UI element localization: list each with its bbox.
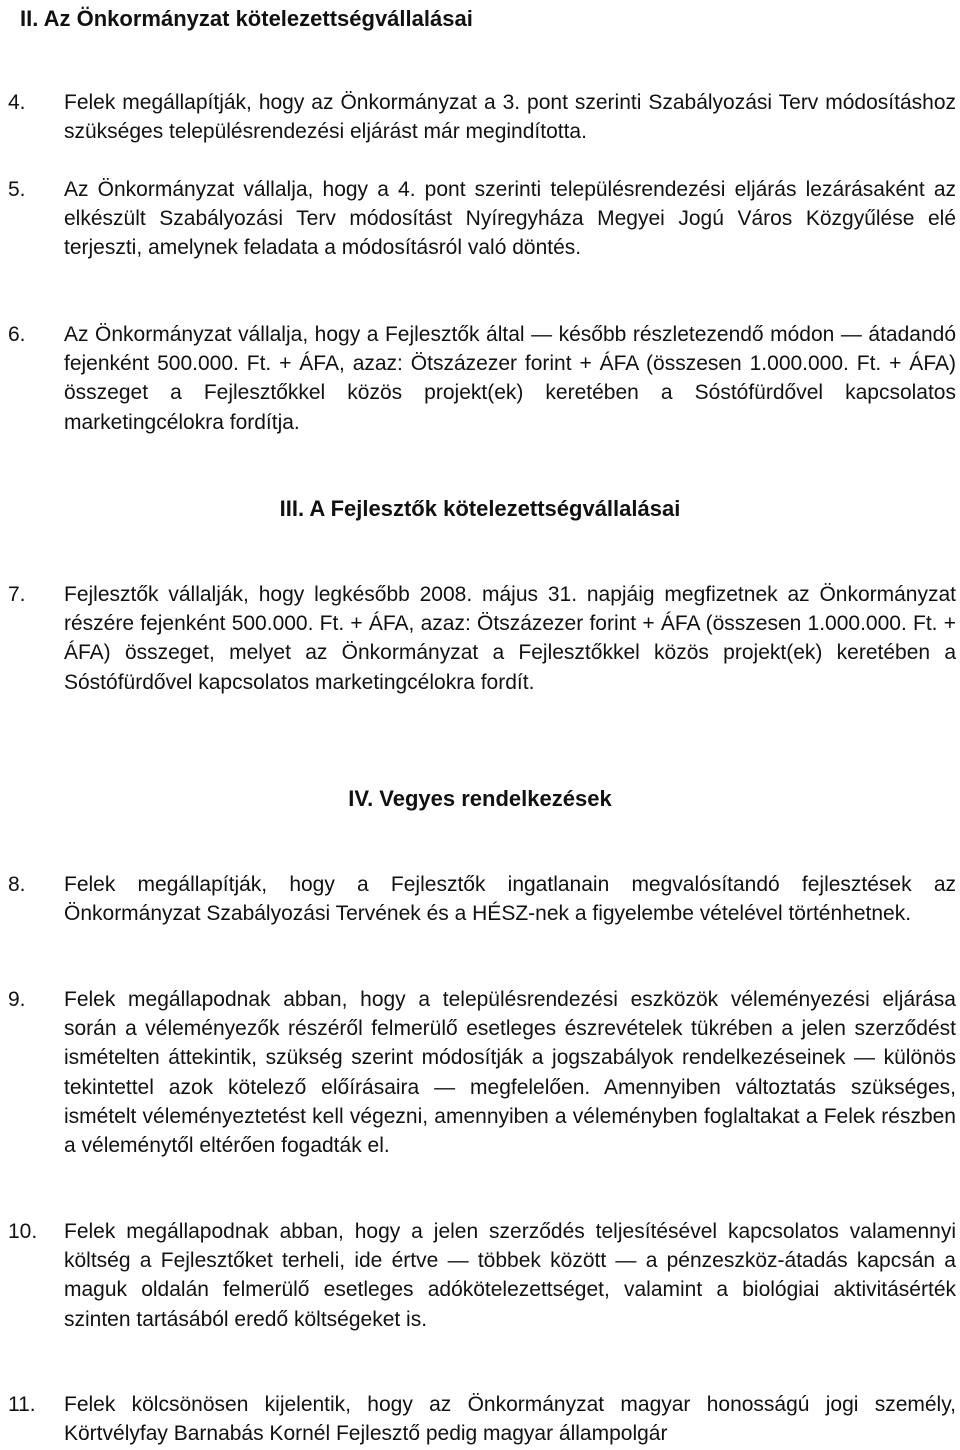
clause-number: 4. xyxy=(8,91,26,114)
clause-text: Felek megállapodnak abban, hogy a jelen szerződés teljesítésével kapcsolatos valamennyi költség a Fejlesztőket terheli, ide értve — többek között — a pénzeszköz-átadás kapcsán a maguk oldalán felmerülő esetleges adókötelezettséget, valamint a biológiai aktivitásérték szinten tartásából eredő költségeket is. xyxy=(64,1220,956,1331)
clause-text: Fejlesztők vállalják, hogy legkésőbb 2008. május 31. napjáig megfizetnek az Önkormányzat részére fejenként 500.000. Ft. + ÁFA, azaz: Ötszázezer forint + ÁFA (összesen 1.000.000. Ft. + ÁFA) összeget, melyet az Önkormányzat a Fejlesztőkkel közös projekt(ek) keretében a Sóstófürdővel kapcsolatos marketingcélokra fordít. xyxy=(64,583,956,694)
section-heading-4: IV. Vegyes rendelkezések xyxy=(348,786,612,811)
clause-6 xyxy=(0,320,956,437)
clause-number: 10. xyxy=(8,1220,38,1243)
clause-5 xyxy=(0,175,956,263)
clause-text: Az Önkormányzat vállalja, hogy a 4. pont szerinti településrendezési eljárás lezárásaként az elkészült Szabályozási Terv módosítást Nyíregyháza Megyei Jogú Város Közgyűlése elé terjeszti, amelynek feladata a módosításról való döntés. xyxy=(64,178,956,260)
clause-text: Az Önkormányzat vállalja, hogy a Fejlesztők által — később részletezendő módon — átadandó fejenként 500.000. Ft. + ÁFA, azaz: Ötszázezer forint + ÁFA (összesen 1.000.000. Ft. + ÁFA) összeget a Fejlesztőkkel közös projekt(ek) keretében a Sóstófürdővel kapcsolatos marketingcélokra fordítja. xyxy=(64,323,956,434)
section-heading-3: III. A Fejlesztők kötelezettségvállalásai xyxy=(279,496,681,521)
clause-number: 11. xyxy=(8,1393,36,1416)
clause-number: 9. xyxy=(8,988,26,1011)
clause-text: Felek kölcsönösen kijelentik, hogy az Önkormányzat magyar honosságú jogi személy, Körtvélyfay Barnabás Kornél Fejlesztő pedig magyar állampolgár xyxy=(64,1393,956,1446)
clause-number: 7. xyxy=(8,583,26,606)
clause-number: 6. xyxy=(8,323,26,346)
clause-4 xyxy=(0,88,956,146)
clause-9 xyxy=(0,985,956,1160)
clause-text: Felek megállapítják, hogy a Fejlesztők ingatlanain megvalósítandó fejlesztések az Önkormányzat Szabályozási Tervének és a HÉSZ-nek a figyelembe vételével történhetnek. xyxy=(64,873,956,926)
clause-text: Felek megállapítják, hogy az Önkormányzat a 3. pont szerinti Szabályozási Terv módosításhoz szükséges településrendezési eljárást már megindította. xyxy=(64,91,956,144)
clause-number: 5. xyxy=(8,178,26,201)
clause-11 xyxy=(0,1390,956,1448)
clause-7 xyxy=(0,580,956,697)
clause-10 xyxy=(0,1217,956,1334)
clause-8 xyxy=(0,870,956,928)
clause-text: Felek megállapodnak abban, hogy a településrendezési eszközök véleményezési eljárása során a véleményezők részéről felmerülő esetleges észrevételek tükrében a jelen szerződést ismételten áttekintik, szükség szerint módosítják a jogszabályok rendelkezéseinek — különös tekintettel azok kötelező előírásaira — megfelelően. Amennyiben változtatás szükséges, ismételt véleményeztetést kell végezni, amennyiben a véleményben foglaltakat a Felek részben a véleménytől eltérően fogadták el. xyxy=(64,988,956,1158)
section-heading-2: II. Az Önkormányzat kötelezettségvállalásai xyxy=(20,6,473,31)
clause-number: 8. xyxy=(8,873,26,896)
